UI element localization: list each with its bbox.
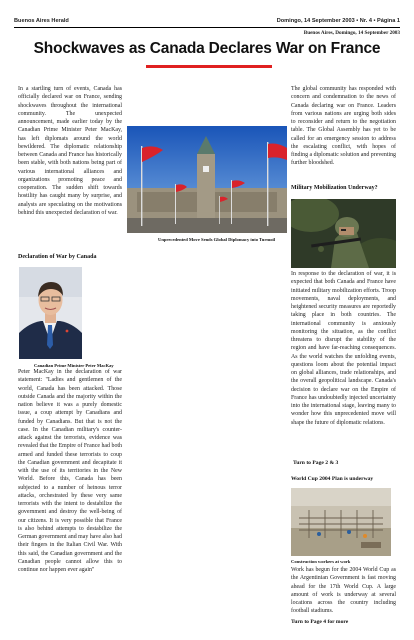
masthead [14,18,400,28]
turn-to-page-4-link[interactable]: Turn to Page 4 for more [291,619,349,625]
mobilization-body: In response to the declaration of war, it is expected that both Canada and France have initiated military mobilization efforts. Troop movements, naval deployments, and heightened security measures are reportedly taking place in both countries. The international community is anxiously monitoring the situation, as the conflict threatens to disrupt the stability of the region and have far-reaching consequences. As the world watches the unfolding events, questions loom about the potential impact on global alliances, trade relationships, and the overall geopolitical landscape. Canada's decision to declare war on the Empire of France has undoubtedly injected uncertainty into the international stage, leaving many to wonder how this unprecedented move will shape the future of diplomatic relations. [291,271,396,426]
parliament-photo [127,126,287,233]
soldier-photo [291,199,396,268]
issue-info: Domingo, 14 September 2003 • Nr. 4 • Página 1 [276,18,400,24]
construction-photo-caption: Construction workers at work [291,559,351,564]
global-response-paragraph: The global community has responded with concern and condemnation to the news of Canada declaring war on France. Leaders from various nations are urging both sides to reconsider and return to the negotiation table. The Global Assembly has yet to be called for an emergency session to address the escalating conflict, with hopes of finding a diplomatic solution and preventing further bloodshed. [291,86,396,167]
world-cup-body: Work has begun for the 2004 World Cup as the Argentinian Government is fast moving ahead for the 17th World Cup. A large amount of work is underway at several locations across the country including football stadiums. [291,567,396,615]
paper-name: Buenos Aires Herald [14,18,69,24]
construction-photo [291,488,391,556]
lead-paragraph: In a startling turn of events, Canada has officially declared war on France, sending shockwaves throughout the international community. The unexpected announcement, made earlier today by the Canadian Prime Minister Peter MacKay, has left diplomats around the world bewildered. The diplomatic relationship between Canada and France has historically been stable, with both nations being part of various international alliances and organizations promoting peace and cooperation. The sudden shift towards hostility has caught many by surprise, and analysts are speculating on the motivations behind this unexpected declaration of war. [18,86,122,216]
pm-photo [19,267,82,359]
dateline: Buenos Aires, Domingo, 14 September 2003 [303,30,400,36]
subhead-mobilization: Military Mobilization Underway? [291,185,378,191]
headline-underline [146,65,272,68]
declaration-body: Peter MacKay in the declaration of war statement: "Ladies and gentlemen of the world, Canada has been attacked. Those outside Canada and the majority within the nation believe it was a purely domestic issue, a coup attempt by Canadians and funded by Canadians. But that is not the case. In the Canadian military's counter-attack against the terrorists, evidence was revealed that the Empire of France had both armed and funded these terrorists to coup the Canadian government and decapitate it with the use of its territories in the New World. Before this, Canada has been subjected to a number of heinous terror attacks, orchestrated by these very same terrorists with the intent to destabilize the government and destroy the well-being of our citizens. It is very possible that France is also behind attempts to destabilize the German government and may have also had their fingers in the Italian Civil War. With this said, the Canadian government and the Canadian people cannot allow this to continue nor happen ever again" [18,369,122,573]
parliament-photo-caption: Unprecedented Move Sends Global Diplomacy into Turmoil [158,237,276,242]
headline: Shockwaves as Canada Declares War on France [33,40,381,57]
subhead-declaration: Declaration of War by Canada [18,254,97,260]
subhead-world-cup: World Cup 2004 Plan is underway [291,476,374,482]
pm-photo-caption: Canadian Prime Minister Peter MacKay [34,363,114,368]
turn-to-page-2-3-link[interactable]: Turn to Page 2 & 3 [293,460,339,466]
